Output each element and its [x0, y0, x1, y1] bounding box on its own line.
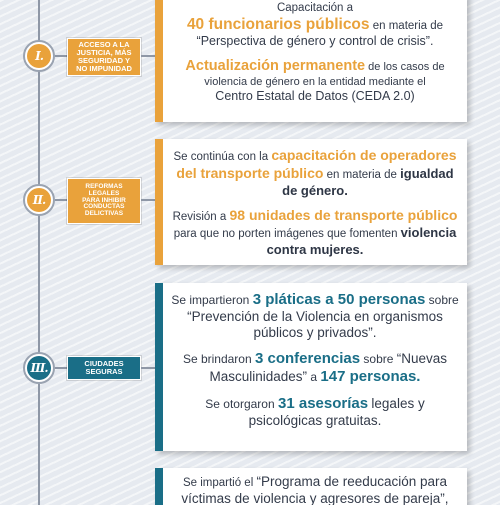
text-segment: legales y psicológicas gratuitas. [248, 396, 425, 429]
info-card-4 [155, 468, 467, 505]
text-segment: “Nuevas Masculinidades” [209, 351, 448, 385]
text-segment: Se impartió el [182, 477, 254, 489]
card1-paragraph-1 [171, 2, 459, 50]
section-tag-label: REFORMAS LEGALES PARA INHIBIR CONDUCTAS DELICTIVAS [82, 182, 126, 218]
timeline-node-2 [23, 184, 55, 216]
text-segment: para que no porten imágenes que fomenten [173, 228, 398, 241]
card2-paragraph-1 [171, 147, 459, 199]
connector-3 [55, 367, 67, 369]
highlight-text: 3 conferencias [255, 350, 361, 368]
connector-1 [55, 55, 67, 57]
numeral-badge-2: II. [27, 188, 51, 212]
highlight-text: 3 pláticas a 50 personas [252, 291, 426, 308]
info-card-2 [155, 139, 467, 265]
section-tag-2 [67, 178, 141, 224]
connector-2b [141, 199, 155, 201]
connector-3b [141, 367, 155, 369]
text-segment: de los casos de violencia de género en la entidad mediante el [204, 61, 445, 88]
text-segment: Se impartieron [171, 293, 250, 307]
text-segment: Se continúa con la [173, 151, 269, 163]
text-segment: en materia de [372, 19, 444, 32]
connector-2 [55, 199, 67, 201]
timeline-node-1 [23, 40, 55, 72]
highlight-text: 98 unidades de transporte público [229, 207, 458, 224]
text-segment: “Prevención de la Violencia en organismos públicos y privados”. [187, 309, 443, 341]
text-segment: Se brindaron [182, 352, 252, 367]
text-segment: Capacitación a [276, 2, 354, 14]
text-segment: a [310, 370, 318, 385]
text-segment: en materia de [326, 168, 397, 181]
text-segment: “Perspectiva de género y control de crisis”. [196, 34, 434, 49]
section-tag-3 [67, 356, 141, 380]
text-segment: Se otorgaron [205, 397, 275, 412]
card1-paragraph-2 [171, 58, 459, 104]
info-card-3 [155, 283, 467, 451]
numeral-badge-3: III. [27, 356, 51, 380]
card4-paragraph-1 [171, 474, 459, 505]
text-segment: Centro Estatal de Datos (CEDA 2.0) [215, 88, 415, 103]
highlight-text: 147 personas. [320, 368, 421, 386]
section-tag-label: CIUDADES SEGURAS [84, 359, 124, 376]
section-tag-1 [67, 38, 141, 76]
highlight-text: 31 asesorías [278, 395, 369, 413]
text-segment: sobre [363, 352, 394, 367]
highlight-text: capacitación de operadores del transporte público [176, 147, 457, 181]
bold-text: igualdad de género. [282, 165, 454, 198]
bold-text: violencia contra mujeres. [266, 225, 457, 257]
timeline-node-3 [23, 352, 55, 384]
timeline-rail [38, 0, 40, 505]
highlight-text: Actualización permanente [185, 58, 366, 75]
section-tag-label: ACCESO A LA JUSTICIA, MÁS SEGURIDAD Y NO IMPUNIDAD [76, 40, 132, 73]
card2-paragraph-2 [171, 207, 459, 258]
text-segment: sobre [428, 293, 459, 307]
text-segment: “Programa de reeducación para víctimas de violencia y agresores de pareja”, [181, 474, 449, 505]
info-card-1 [155, 0, 467, 122]
card3-paragraph-3 [171, 395, 459, 429]
text-segment: Revisión a [172, 211, 227, 224]
numeral-badge-1: I. [27, 44, 51, 68]
connector-1b [141, 55, 155, 57]
card3-paragraph-2 [171, 350, 459, 386]
card3-paragraph-1 [171, 291, 459, 341]
highlight-text: 40 funcionarios públicos [186, 15, 370, 33]
